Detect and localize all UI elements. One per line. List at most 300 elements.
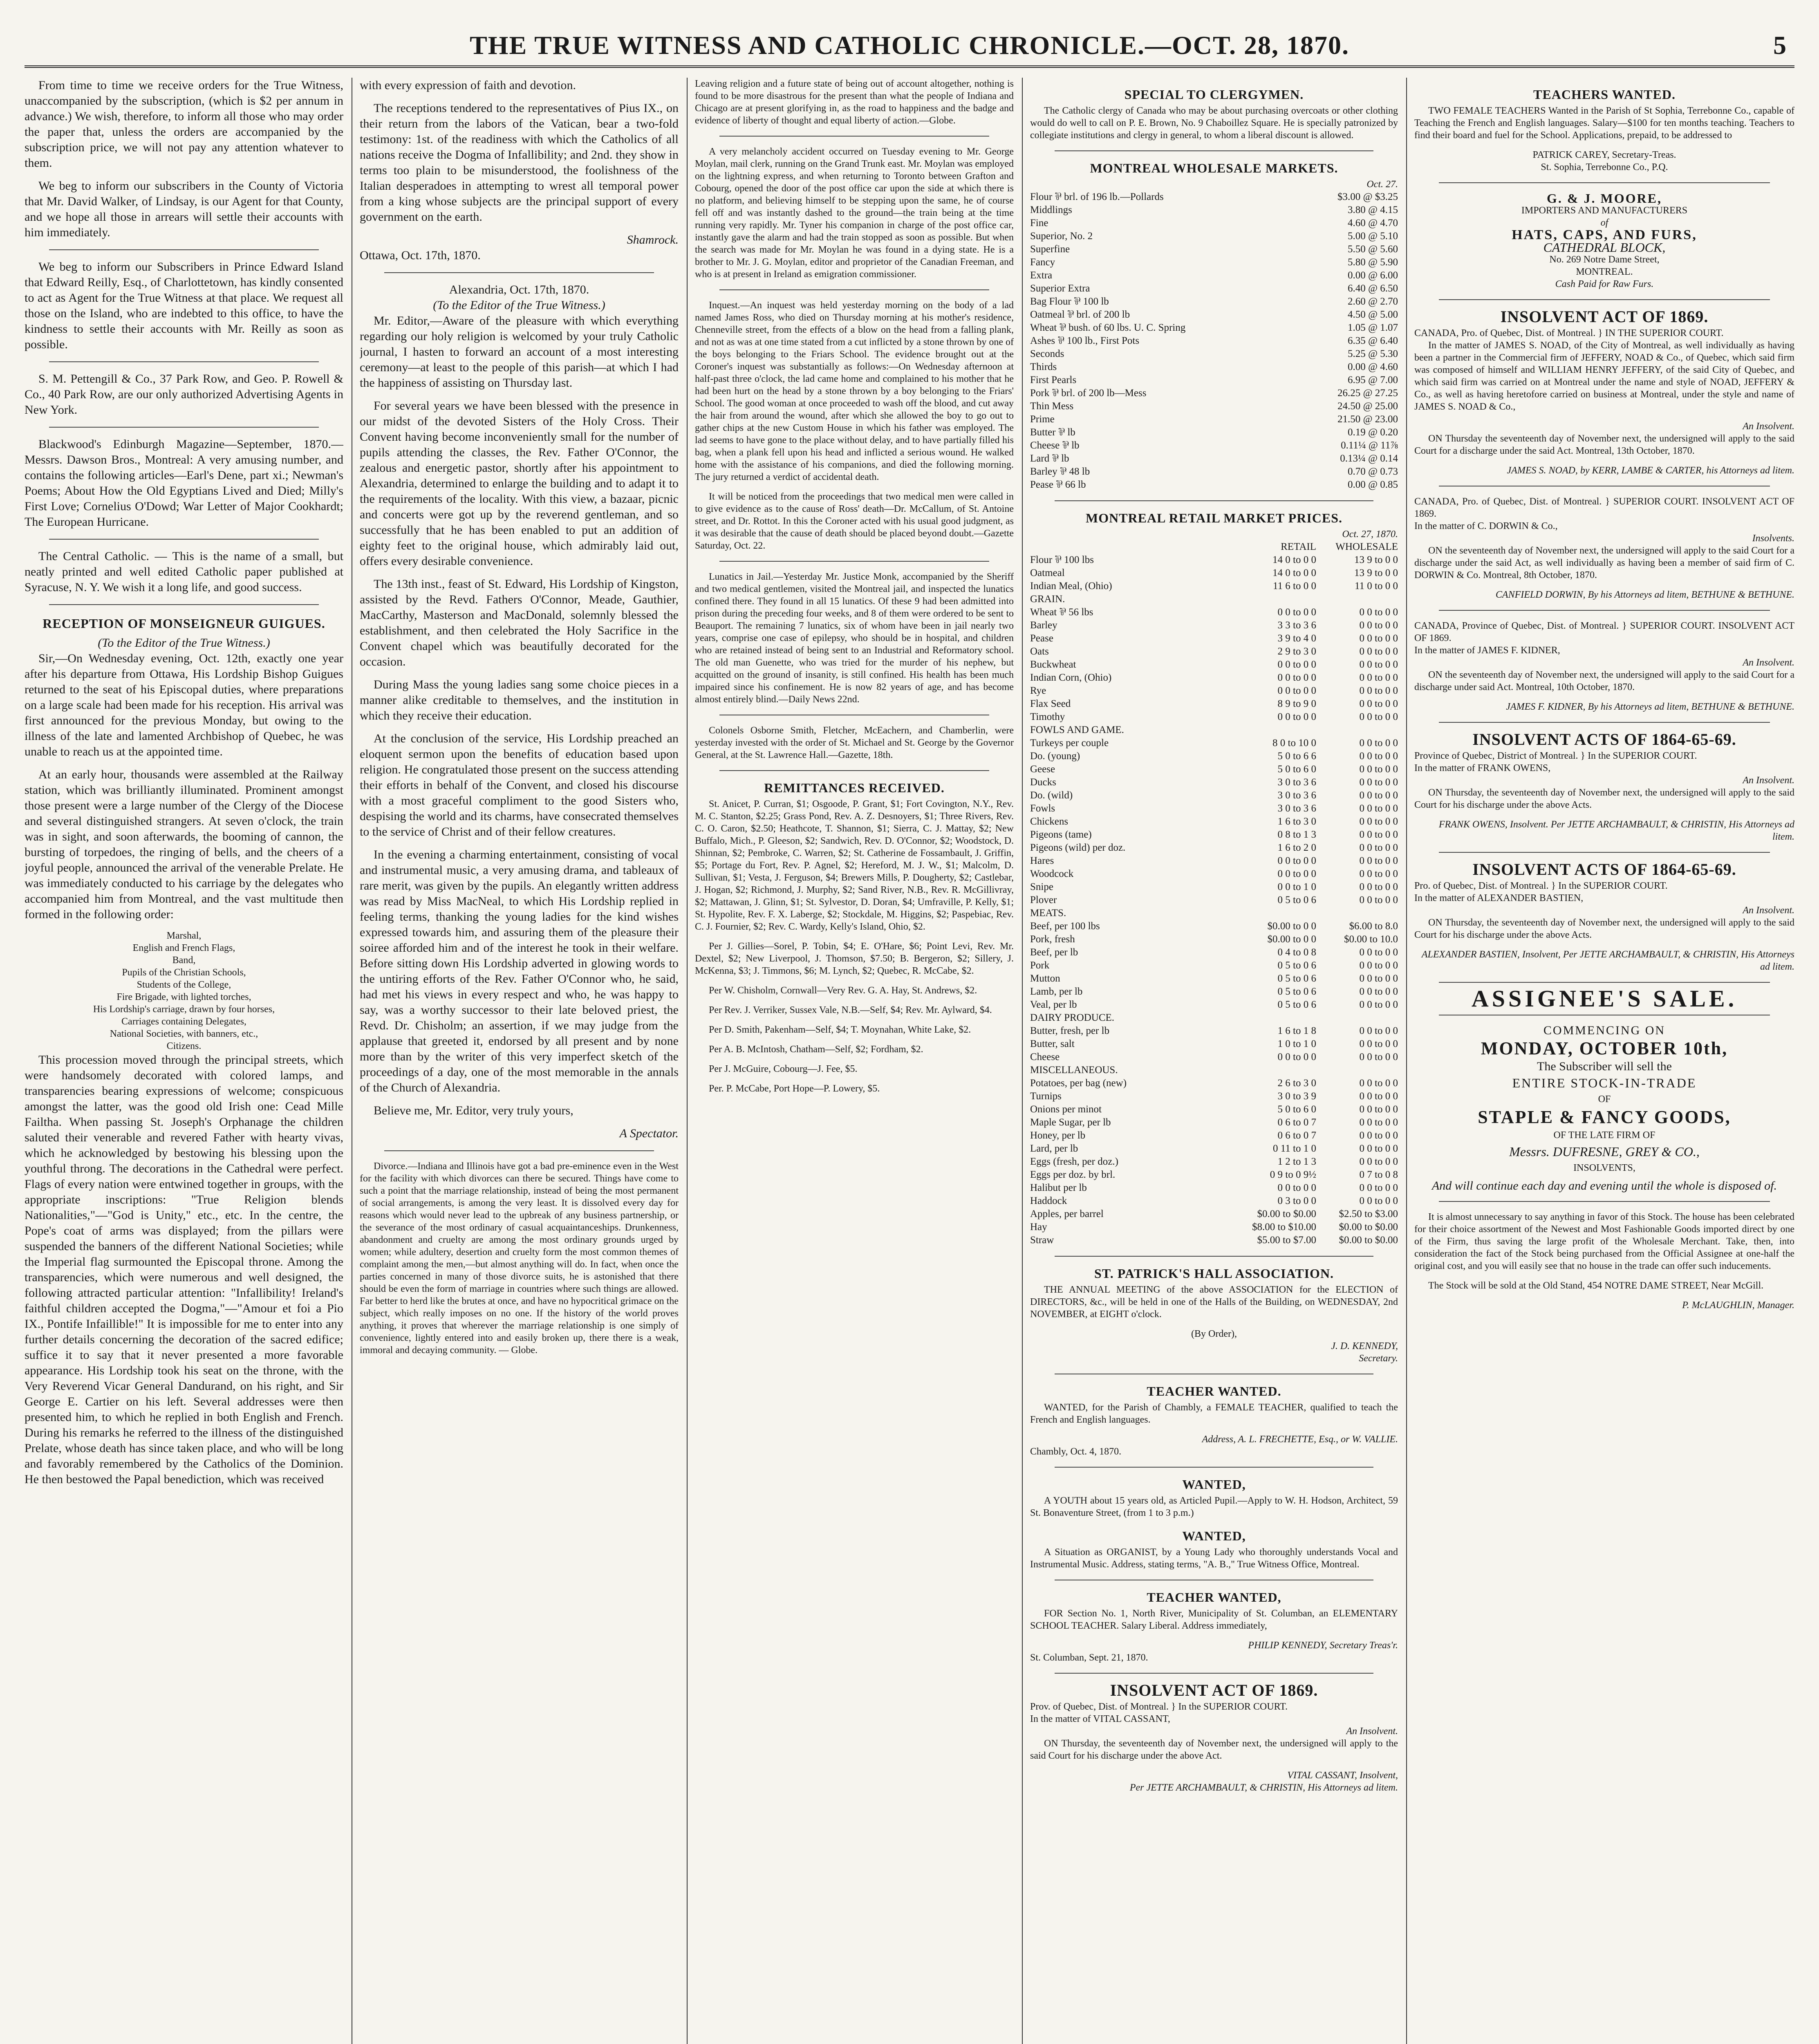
price-item: Flax Seed (1030, 698, 1071, 709)
price-value: 0 0 to 0 0 (1277, 685, 1316, 696)
inquest-article: Inquest.—An inquest was held yesterday morning on the body of a lad named James Ross, who died on Thursday morning at his mother's residence, Chenneville street, from the effects of a blow on the head from a falling plank, and not as was at one time stated from a cut inflicted by a stone thrown by one of the boys belonging to the Friars School. The evidence brought out at the Coroner's inquest was substantially as follows:—On Wednesday afternoon at half-past three o'clock, the lad came home and complained to his mother that he had been hurt on the head by a stone thrown by a boy belonging to the Friars' School. The good woman at once proceeded to wash off the blood, and cut away the hair from around the wound, after which she allowed the boy to go out to gather chips at the new Custom House in which his father was employed. The lad seems to have gone to the place without delay, and to have partially filled his bag, when a plank fell upon his head and inflicted a serious wound. He walked home with the assistance of his companions, and died the following morning. The jury returned a verdict of accidental death. (695, 300, 1014, 482)
price-value: $0.00 to 0 0 (1267, 921, 1316, 932)
column-2 (360, 78, 679, 2044)
divider (719, 770, 989, 771)
price-row (1030, 1103, 1398, 1116)
price-row (1030, 750, 1398, 763)
price-value: 0 0 to 0 0 (1277, 711, 1316, 722)
price-value: 0 0 to 0 0 (1359, 646, 1398, 657)
price-value (1234, 1011, 1316, 1024)
signature: JAMES F. KIDNER, By his Attorneys ad litem, BETHUNE & BETHUNE. (1506, 702, 1794, 712)
price-value: 5.25 @ 5.30 (1347, 348, 1398, 359)
price-item: Butter, fresh, per lb (1030, 1025, 1110, 1036)
price-item: Maple Sugar, per lb (1030, 1117, 1111, 1128)
price-value: 1 6 to 2 0 (1277, 842, 1316, 853)
alexandria-subheading: (To the Editor of the True Witness.) (433, 298, 605, 312)
price-value: 3 0 to 3 9 (1277, 1091, 1316, 1102)
price-row (1030, 295, 1398, 308)
sale-firm: Messrs. DUFRESNE, GREY & CO., (1509, 1144, 1700, 1159)
price-row (1030, 854, 1398, 867)
price-row (1030, 828, 1398, 841)
price-item: MISCELLANEOUS. (1030, 1065, 1118, 1076)
teacher-address: Address, A. L. FRECHETTE, Esq., or W. VALLIE. (1202, 1434, 1398, 1445)
price-value: 14 0 to 0 0 (1272, 567, 1316, 578)
special-heading: SPECIAL TO CLERGYMEN. (1124, 87, 1304, 102)
sale-line: COMMENCING ON (1543, 1024, 1666, 1037)
divider (1055, 1673, 1373, 1674)
price-value: 0 11 to 1 0 (1272, 1143, 1316, 1154)
price-row (1030, 374, 1398, 387)
insolvent-court: Pro. of Quebec, Dist. of Montreal. } In the SUPERIOR COURT. (1414, 881, 1668, 891)
price-item: Prime (1030, 414, 1055, 425)
price-value: 0 0 to 0 0 (1359, 633, 1398, 644)
price-value: $6.00 to 8.0 (1349, 921, 1398, 932)
price-row (1030, 658, 1398, 671)
wanted-notice: A YOUTH about 15 years old, as Articled Pupil.—Apply to W. H. Hodson, Architect, 59 St. Bonaventure Street, (from 1 to 3 p.m.) (1030, 1495, 1398, 1518)
price-value: 0 4 to 0 8 (1277, 947, 1316, 958)
price-item: Pork, fresh (1030, 934, 1075, 945)
price-item: Halibut per lb (1030, 1182, 1087, 1193)
wholesale-table (1030, 191, 1398, 491)
price-value: $5.00 to $7.00 (1257, 1235, 1316, 1246)
price-item: Middlings (1030, 204, 1072, 215)
price-value: 6.40 @ 6.50 (1347, 283, 1398, 294)
price-value: 0 0 to 0 0 (1359, 986, 1398, 997)
price-item: Onions per minot (1030, 1104, 1102, 1115)
price-value: 0 0 to 0 0 (1359, 881, 1398, 892)
insolvent-court: CANADA, Pro. of Quebec, Dist. of Montreal. } IN THE SUPERIOR COURT. (1414, 328, 1724, 338)
insolvent-heading: INSOLVENT ACTS OF 1864-65-69. (1472, 860, 1736, 879)
divider (1439, 1201, 1770, 1202)
price-value: 5.00 @ 5.10 (1347, 231, 1398, 242)
insolvent-court: CANADA, Province of Quebec, Dist. of Montreal. } SUPERIOR COURT. INSOLVENT ACT OF 1869. (1414, 621, 1794, 643)
price-item: Wheat ⅌ bush. of 60 lbs. U. C. Spring (1030, 322, 1186, 333)
price-value (1316, 1064, 1398, 1077)
remittances-list: Per W. Chisholm, Cornwall—Very Rev. G. A. Hay, St. Andrews, $2. (709, 985, 977, 996)
price-value: 0 0 to 0 0 (1359, 829, 1398, 840)
procession-item: National Societies, with banners, etc., (110, 1029, 258, 1039)
lunatics-article: Lunatics in Jail.—Yesterday Mr. Justice Monk, accompanied by the Sheriff and two medical gentlemen, visited the Montreal jail, and inspected the lunatics confined there. They found in all 15 lunatics. Of these 9 had been admitted into prison during the preceding four weeks, and 8 of them were ordered to be sent to Beauport. The remaining 7 lunatics, six of whom have been in jail nearly two years, comprise one case of epilepsy, who should be in hospital, and children who are retained instead of being sent to an Industrial and Reformatory school. The old man Guenette, who was tried for the murder of his nephew, but acquitted on the ground of insanity, is still confined. His health has been much impaired since his confinement. He is now 82 years of age, and has become almost entirely blind.—Daily News 22nd. (695, 572, 1014, 705)
reception-paragraph: The receptions tendered to the representatives of Pius IX., on their return from the labors of the Vatican, bear a two-fold testimony: 1st. of the readiness with which the Catholics of all nations receive the Dogma of Infallibility; and 2nd. they show in terms too plain to be misunderstood, the foolishness of the Italian desperadoes in attempting to wrest all temporal power from a king whose subjects are the principal support of every government on the earth. (360, 101, 679, 224)
insolvent-matter: In the matter of ALEXANDER BASTIEN, (1414, 893, 1584, 903)
price-item: Mutton (1030, 973, 1060, 984)
teachers-heading: TEACHERS WANTED. (1533, 87, 1676, 102)
price-value: $0.00 to 10.0 (1344, 934, 1398, 945)
price-value: 4.50 @ 5.00 (1347, 309, 1398, 320)
price-value: 0.11¼ @ 11⅞ (1341, 440, 1398, 451)
insolvent-heading: INSOLVENT ACT OF 1869. (1500, 307, 1709, 326)
divider (1439, 610, 1770, 611)
price-row (1030, 1208, 1398, 1221)
price-value: 1.05 @ 1.07 (1347, 322, 1398, 333)
price-item: Hay (1030, 1221, 1047, 1233)
price-value: 2.60 @ 2.70 (1347, 296, 1398, 307)
price-value: $0.00 to $0.00 (1339, 1235, 1398, 1246)
price-item: Flour ⅌ 100 lbs (1030, 554, 1094, 565)
remittances-list: Per. P. McCabe, Port Hope—P. Lowery, $5. (709, 1083, 880, 1094)
price-value: RETAIL (1281, 541, 1316, 552)
insolvent-notice: ON Thursday, the seventeenth day of November next, the undersigned will apply to the said Court for his discharge under the above Acts. (1414, 917, 1794, 940)
remittances-list: Per D. Smith, Pakenham—Self, $4; T. Moynahan, White Lake, $2. (709, 1024, 971, 1035)
price-value: 0 0 to 0 0 (1359, 751, 1398, 762)
price-value: 3 0 to 3 6 (1277, 803, 1316, 814)
notice-central-catholic: The Central Catholic. — This is the name of a small, but neatly printed and well edited Catholic paper published at Syracuse, N. Y. We wish it a long life, and good success. (25, 549, 343, 594)
price-item: Veal, per lb (1030, 999, 1077, 1010)
moore-line: CATHEDRAL BLOCK, (1543, 240, 1666, 255)
divider (1055, 1256, 1373, 1257)
price-value: 13 9 to 0 0 (1354, 567, 1398, 578)
price-item: Thirds (1030, 361, 1057, 372)
procession-item: His Lordship's carriage, drawn by four horses, (93, 1004, 275, 1015)
price-value: 0 0 to 0 0 (1359, 1104, 1398, 1115)
price-value: 0 0 to 0 0 (1277, 855, 1316, 866)
price-row (1030, 347, 1398, 361)
signature: FRANK OWENS, Insolvent. Per JETTE ARCHAMBAULT, & CHRISTIN, His Attorneys ad litem. (1438, 819, 1794, 842)
price-item: Oatmeal ⅌ brl. of 200 lb (1030, 309, 1130, 320)
alexandria-paragraph: In the evening a charming entertainment, consisting of vocal and instrumental music, a very amusing drama, and tableaux of rare merit, was given by the pupils. An elegantly written address was read by Miss MacNeal, to which His Lordship replied in feeling terms, thanking the young ladies for the kind wishes expressed towards him, and assuring them of the pleasure their soiree afforded him and of the interest he took in their welfare. Before sitting down His Lordship adverted in glowing words to the untiring efforts of the Rev. Father O'Connor who, he said, had met his views in every respect and who, he was happy to say, was a worthy successor to their late beloved priest, the Revd. Dr. Chisholm; an assertion, if we may judge from the applause that greeted it, endorsed by all present and by none more than by the writer of this very imperfect sketch of the proceedings of a day, one of the most memorable in the annals of the Church of Alexandria. (360, 848, 679, 1094)
price-item: Extra (1030, 270, 1053, 281)
price-row (1030, 1090, 1398, 1103)
divorce-article: Divorce.—Indiana and Illinois have got a bad pre-eminence even in the West for the facility with which divorces can there be secured. Things have come to such a point that the marriage relationship, instead of being the most permanent of social arrangements, is among the very least. It is dissolved every day for reasons which would never lead to the upbreak of any business partnership, or the severance of the most ordinary of casual acquaintanceships. Drunkenness, abandonment and cruelty are among the most ordinary grounds urged by women; while adultery, desertion and cruelty form the most common themes of complaint among the men,—but almost anything will do. In fact, when once the parties concerned in many of those divorce suits, he is astonished that there should be even the form of marriage in countries where such things are allowed. Far better to herd like the brutes at once, and have no hypocritical grimace on the subject, which really imposes on no one. If the history of the world proves anything, it proves that wherever the marriage relationship is one simply of convenience, lightly entered into and easily broken up, there there is a weak, immoral and decaying community. — Globe. (360, 1161, 679, 1356)
price-row (1030, 217, 1398, 230)
divider (1439, 852, 1770, 853)
price-item: Thin Mess (1030, 401, 1074, 412)
price-item: Do. (wild) (1030, 790, 1073, 801)
alexandria-paragraph: During Mass the young ladies sang some choice pieces in a manner alike creditable to themselves, and the institution in which they receive their education. (360, 678, 679, 722)
inquest-article: It will be noticed from the proceedings that two medical men were called in to give evidence as to the cause of Ross' death—Dr. McCallum, of St. Antoine street, and Dr. Rottot. In this the Coroner acted with his usual good judgment, as it was desirable that the cause of death should be placed beyond doubt.—Gazette Saturday, Oct. 22. (695, 491, 1014, 551)
accident-article: A very melancholy accident occurred on Tuesday evening to Mr. George Moylan, mail clerk, running on the Grand Trunk east. Mr. Moylan was employed on the lightning express, and when returning to Toronto between Grafton and Cobourg, opened the door of the post office car upon the side at which there is no platform, and believing himself to be stepping upon the same, he of course fell off and was instantly dashed to the ground—the train being at the time running very rapidly. Mr. Tyner his companion in charge of the post office car, instantly gave the alarm and had the train stopped as soon as possible. But when the search was made for Mr. Moylan he was found in a dying state. He is a brother to Mr. J. G. Moylan, editor and proprietor of the Canadian Freeman, and who is at present in Ireland as emigration commissioner. (695, 146, 1014, 280)
price-row (1030, 400, 1398, 413)
price-value (1316, 724, 1398, 737)
colonels-article: Colonels Osborne Smith, Fletcher, McEachern, and Chamberlin, were yesterday invested with the order of St. Michael and St. George by the Governor General, at the St. Lawrence Hall.—Gazette, 18th. (695, 725, 1014, 760)
price-row (1030, 554, 1398, 567)
divider (1055, 500, 1373, 501)
insolvent-court: Province of Quebec, District of Montreal. } In the SUPERIOR COURT. (1414, 751, 1697, 761)
price-item (1030, 540, 1234, 554)
price-item: Indian Corn, (Ohio) (1030, 672, 1112, 683)
price-item: Lamb, per lb (1030, 986, 1083, 997)
price-item: Butter, salt (1030, 1038, 1075, 1049)
price-value: 0 0 to 0 0 (1359, 1051, 1398, 1062)
wanted-heading: WANTED, (1182, 1477, 1246, 1492)
price-row (1030, 256, 1398, 269)
procession-item: Carriages containing Delegates, (121, 1016, 246, 1027)
divider (1439, 299, 1770, 300)
price-item: Oatmeal (1030, 567, 1065, 578)
price-value: 6.95 @ 7.00 (1347, 374, 1398, 385)
price-row (1030, 710, 1398, 724)
column-rule (687, 78, 688, 2044)
column-1 (25, 78, 343, 2044)
price-item: Lard ⅌ lb (1030, 453, 1069, 464)
price-row (1030, 230, 1398, 243)
price-value: 0 0 to 0 0 (1359, 999, 1398, 1010)
moore-line: MONTREAL. (1576, 267, 1633, 277)
insolvent-label: An Insolvent. (1743, 775, 1794, 786)
alexandria-paragraph: At the conclusion of the service, His Lordship preached an eloquent sermon upon the benefits of education based upon religion. He congratulated those present on the success attending their efforts in behalf of the Convent, and closed his discourse with a most graceful compliment to the good Sisters who, despising the world and its charms, have consecrated themselves to the service of Christ and of their fellow creatures. (360, 732, 679, 838)
price-value: 0 0 to 0 0 (1359, 894, 1398, 905)
price-row (1030, 894, 1398, 907)
sale-line: OF (1598, 1094, 1611, 1105)
teacher-notice: FOR Section No. 1, North River, Municipality of St. Columban, an ELEMENTARY SCHOOL TEACHER. Salary Liberal. Address immediately, (1030, 1608, 1398, 1631)
price-value: 0 0 to 0 0 (1359, 1130, 1398, 1141)
price-value: 0 0 to 0 0 (1359, 672, 1398, 683)
price-row (1030, 763, 1398, 776)
reception-paragraph: Sir,—On Wednesday evening, Oct. 12th, exactly one year after his departure from Ottawa, His Lordship Bishop Guigues returned to the seat of his Episcopal duties, where preparations on a large scale had been made for his reception. His arrival was first announced for the previous Monday, but owing to the illness of the late and lamented Archbishop of Quebec, he was unable to reach us at the appointed time. (25, 652, 343, 758)
teachers-notice: TWO FEMALE TEACHERS Wanted in the Parish of St Sophia, Terrebonne Co., capable of Teaching the French and English languages. Salary—$100 for ten months teaching. Teachers to find their board and fuel for the School. Applications, prepaid, to be addressed to (1414, 105, 1794, 141)
price-value (1316, 907, 1398, 920)
price-item: Cheese ⅌ lb (1030, 440, 1080, 451)
procession-item: Citizens. (166, 1041, 202, 1051)
price-value: 11 6 to 0 0 (1272, 580, 1316, 592)
price-row (1030, 1011, 1398, 1024)
price-value (1316, 1011, 1398, 1024)
price-item: Potatoes, per bag (new) (1030, 1078, 1127, 1089)
moore-line: of (1600, 217, 1608, 228)
price-value: 0 0 to 0 0 (1359, 973, 1398, 984)
price-value: 5 0 to 6 0 (1277, 764, 1316, 775)
price-value: 0 0 to 0 0 (1359, 1091, 1398, 1102)
price-item: Indian Meal, (Ohio) (1030, 580, 1112, 592)
price-value: 0 0 to 0 0 (1277, 659, 1316, 670)
wholesale-date: Oct. 27. (1366, 179, 1398, 190)
alexandria-closing: Believe me, Mr. Editor, very truly yours, (374, 1104, 573, 1117)
price-value: 3 0 to 3 6 (1277, 777, 1316, 788)
wanted-notice: A Situation as ORGANIST, by a Young Lady who thoroughly understands Vocal and Instrumental Music. Address, stating terms, "A. B.," True Witness Office, Montreal. (1030, 1547, 1398, 1570)
price-row (1030, 426, 1398, 439)
price-value: 5 0 to 6 6 (1277, 751, 1316, 762)
price-value: 0.19 @ 0.20 (1347, 427, 1398, 438)
signature: St. Sophia, Terrebonne Co., P.Q. (1541, 162, 1668, 173)
insolvent-heading: INSOLVENT ACTS OF 1864-65-69. (1472, 730, 1736, 749)
price-value: 0 3 to 0 0 (1277, 1195, 1316, 1206)
assignee-heading: ASSIGNEE'S SALE. (1471, 985, 1738, 1012)
price-item: Haddock (1030, 1195, 1067, 1206)
price-item: Chickens (1030, 816, 1069, 827)
price-row (1030, 282, 1398, 295)
signature: A Spectator. (619, 1127, 679, 1140)
price-item: GRAIN. (1030, 594, 1065, 605)
alexandria-paragraph: The 13th inst., feast of St. Edward, His Lordship of Kingston, assisted by the Revd. Fathers O'Connor, Meade, Gauthier, MacCarthy, Masterson and MacDonald, solemnly blessed the establishment, and then celebrated the Holy Sacrifice in the Convent chapel which was beautifully decorated for the occasion. (360, 577, 679, 668)
price-item: Buckwheat (1030, 659, 1076, 670)
notice-subscription: From time to time we receive orders for the True Witness, unaccompanied by the subscription, (which is $2 per annum in advance.) We wish, therefore, to inform all those who may order the paper that, unless the orders are accompanied by the subscription price, we will not pay any attention whatever to them. (25, 78, 343, 170)
price-item: Pigeons (wild) per doz. (1030, 842, 1126, 853)
price-item: Beef, per lb (1030, 947, 1078, 958)
price-row (1030, 972, 1398, 985)
price-row (1030, 1051, 1398, 1064)
stpatrick-order: (By Order), (1191, 1329, 1237, 1339)
remittances-heading: REMITTANCES RECEIVED. (764, 780, 945, 795)
insolvent-notice: ON the seventeenth day of November next, the undersigned will apply to the said Court for a discharge under said Act. Montreal, 10th October, 1870. (1414, 670, 1794, 693)
price-value: $0.00 to $0.00 (1339, 1221, 1398, 1233)
price-item: Plover (1030, 894, 1057, 905)
price-value: 0 6 to 0 7 (1277, 1117, 1316, 1128)
special-notice: The Catholic clergy of Canada who may be about purchasing overcoats or other clothing would do well to call on P. E. Brown, No. 9 Chaboillez Square. He is specially patronized by collegiate institutions and clergy in general, to whom a liberal discount is allowed. (1030, 105, 1398, 141)
price-row (1030, 619, 1398, 632)
price-row (1030, 1181, 1398, 1195)
divider (719, 289, 989, 290)
sale-line: ENTIRE STOCK-IN-TRADE (1512, 1076, 1697, 1090)
insolvent-label: Insolvents. (1752, 533, 1794, 544)
alexandria-paragraph: Mr. Editor,—Aware of the pleasure with which everything regarding our holy religion is welcomed by your truly Catholic journal, I hasten to forward an account of a most interesting ceremony—at least to the people of this parish—at which I had the happiness of assisting on Thursday last. (360, 314, 679, 390)
price-value: 2 9 to 3 0 (1277, 646, 1316, 657)
price-item: Barley (1030, 620, 1057, 631)
masthead-title: THE TRUE WITNESS AND CATHOLIC CHRONICLE.—OCT. 28, 1870. (470, 31, 1349, 60)
price-row (1030, 1116, 1398, 1129)
price-item: Pork (1030, 960, 1050, 971)
price-value: 0 0 to 0 0 (1359, 659, 1398, 670)
stpatrick-notice: THE ANNUAL MEETING of the above ASSOCIATION for the ELECTION of DIRECTORS, &c., will be held in one of the Halls of the Building, on WEDNESDAY, 2nd NOVEMBER, at EIGHT o'clock. (1030, 1284, 1398, 1320)
divider (1055, 150, 1373, 151)
price-value: 21.50 @ 23.00 (1337, 414, 1398, 425)
price-value: 3 0 to 3 6 (1277, 790, 1316, 801)
column-5 (1414, 78, 1794, 2044)
price-item: MEATS. (1030, 908, 1066, 919)
price-row (1030, 907, 1398, 920)
price-value: 1 6 to 3 0 (1277, 816, 1316, 827)
price-value: 0 0 to 0 0 (1359, 1078, 1398, 1089)
price-item: Apples, per barrel (1030, 1208, 1104, 1219)
price-item: Ducks (1030, 777, 1056, 788)
sale-goods: STAPLE & FANCY GOODS, (1478, 1107, 1731, 1127)
signature: ALEXANDER BASTIEN, Insolvent, Per JETTE ARCHAMBAULT, & CHRISTIN, His Attorneys ad litem. (1421, 949, 1794, 972)
price-row (1030, 697, 1398, 710)
price-value: 1 0 to 1 0 (1277, 1038, 1316, 1049)
sale-line: INSOLVENTS, (1573, 1163, 1635, 1173)
price-item: Oats (1030, 646, 1049, 657)
price-value (1234, 724, 1316, 737)
procession-item: Fire Brigade, with lighted torches, (116, 992, 251, 1002)
column-rule (1406, 78, 1407, 2044)
price-item: Straw (1030, 1235, 1054, 1246)
price-item: Pork ⅌ brl. of 200 lb—Mess (1030, 388, 1147, 399)
price-value: 0.70 @ 0.73 (1347, 466, 1398, 477)
price-row (1030, 841, 1398, 854)
retail-date: Oct. 27, 1870. (1342, 529, 1398, 540)
price-value: 0 0 to 0 0 (1359, 790, 1398, 801)
price-value (1234, 907, 1316, 920)
remittances-list: Per A. B. McIntosh, Chatham—Self, $2; Fordham, $2. (709, 1044, 923, 1055)
price-value: 0 0 to 0 0 (1359, 1117, 1398, 1128)
price-value: 0 0 to 1 0 (1277, 881, 1316, 892)
price-item: Superfine (1030, 244, 1070, 255)
price-value: 0 0 to 0 0 (1359, 698, 1398, 709)
procession-list (25, 930, 343, 1052)
signature: PATRICK CAREY, Secretary-Treas. (1532, 150, 1676, 160)
notice-pei: We beg to inform our Subscribers in Prince Edward Island that Edward Reilly, Esq., of Charlottetown, has kindly consented to act as Agent for the True Witness at that place. We request all those on the Island, who are indebted to this office, to have the kindness to settle their accounts with Mr. Reilly as soon as possible. (25, 260, 343, 351)
divider (1439, 722, 1770, 723)
price-item: Timothy (1030, 711, 1065, 722)
remittances-list: St. Anicet, P. Curran, $1; Osgoode, P. Grant, $1; Fort Covington, N.Y., Rev. M. C. Stanton, $2.25; Grass Pond, Rev. A. Z. Desnoyers, $1; Three Rivers, Rev. C. O. Caron, $2.50; Heathcote, T. Shannon, $1; Sierra, C. J. Mattay, $2; New Buffalo, Mich., P. Gleeson, $2; Sandwich, Rev. D. O'Connor, $2; Woodstock, D. Shinnan, $2; Pembroke, C. Warren, $2; St. Catherine de Fossambault, J. Griffin, $5; Portage du Fort, Rev. P. Agnel, $2; Hereford, M. J. W., $1; Malcolm, D. Sullivan, $1; Vesta, J. Ferguson, $4; Brewers Mills, P. Dougherty, $2; Castlebar, J. Hogan, $2; Richmond, J. Murphy, $2; Sand River, N.B., Rev. R. McGillivray, $2; Mattawan, J. Glinn, $1; St. Sylvestor, D. Doran, $4; Umfraville, P. Kelly, $1; St. Hypolite, Rev. F. X. Laberge, $2; Stockdale, M. Higgins, $2; Paspebiac, Rev. C. J. Fournier, $2; Rev. C. Wardy, Kelly's Island, Ohio, $2. (695, 799, 1014, 932)
price-value: 0 0 to 0 0 (1359, 1038, 1398, 1049)
price-item: Superior Extra (1030, 283, 1090, 294)
price-value (1234, 1064, 1316, 1077)
price-value: 0 0 to 0 0 (1359, 777, 1398, 788)
price-value: 4.60 @ 4.70 (1347, 217, 1398, 229)
price-value: 6.35 @ 6.40 (1347, 335, 1398, 346)
moore-line: No. 269 Notre Dame Street, (1549, 254, 1660, 265)
reception-continued: with every expression of faith and devotion. (360, 78, 576, 92)
price-item: First Pearls (1030, 374, 1077, 385)
signature: J. D. KENNEDY, (1331, 1341, 1398, 1351)
price-row (1030, 998, 1398, 1011)
price-row (1030, 1195, 1398, 1208)
price-item: Bag Flour ⅌ 100 lb (1030, 296, 1109, 307)
notice-agents: S. M. Pettengill & Co., 37 Park Row, and Geo. P. Rowell & Co., 40 Park Row, are our only authorized Advertising Agents in New York. (25, 372, 343, 417)
signature: VITAL CASSANT, Insolvent, (1287, 1770, 1398, 1781)
retail-heading: MONTREAL RETAIL MARKET PRICES. (1085, 511, 1343, 525)
insolvent-heading: INSOLVENT ACT OF 1869. (1110, 1681, 1318, 1699)
price-row (1030, 789, 1398, 802)
divider (49, 249, 319, 250)
insolvent-matter: In the matter of JAMES F. KIDNER, (1414, 645, 1560, 656)
price-row (1030, 737, 1398, 750)
divider (49, 539, 319, 540)
price-item: Fowls (1030, 803, 1055, 814)
price-item: Superior, No. 2 (1030, 231, 1093, 242)
price-item: Rye (1030, 685, 1046, 696)
price-value: 0 0 to 0 0 (1359, 816, 1398, 827)
price-row (1030, 1155, 1398, 1168)
price-item: Flour ⅌ brl. of 196 lb.—Pollards (1030, 191, 1164, 202)
price-item: Butter ⅌ lb (1030, 427, 1075, 438)
price-item: Turnips (1030, 1091, 1062, 1102)
procession-item: Band, (172, 955, 196, 966)
price-row (1030, 724, 1398, 737)
price-row (1030, 632, 1398, 645)
teacher-notice: WANTED, for the Parish of Chambly, a FEMALE TEACHER, qualified to teach the French and English languages. (1030, 1402, 1398, 1425)
price-value: 0 0 to 0 0 (1359, 1143, 1398, 1154)
price-value: $3.00 @ $3.25 (1337, 191, 1398, 202)
sale-address: The Stock will be sold at the Old Stand, 454 NOTRE DAME STREET, Near McGill. (1428, 1280, 1764, 1291)
price-row (1030, 1038, 1398, 1051)
price-value: 24.50 @ 25.00 (1337, 401, 1398, 412)
price-value: 5 0 to 6 0 (1277, 1104, 1316, 1115)
price-item: Barley ⅌ 48 lb (1030, 466, 1090, 477)
teacher-heading: TEACHER WANTED. (1147, 1384, 1281, 1399)
retail-table (1030, 540, 1398, 1247)
moore-line: HATS, CAPS, AND FURS, (1512, 227, 1697, 242)
price-value: 1 6 to 1 8 (1277, 1025, 1316, 1036)
signature: P. McLAUGHLIN, Manager. (1682, 1300, 1794, 1311)
divider (384, 1150, 654, 1151)
price-value: 0 5 to 0 6 (1277, 986, 1316, 997)
price-item: Snipe (1030, 881, 1053, 892)
price-value: 0 0 to 0 0 (1359, 1182, 1398, 1193)
price-row (1030, 933, 1398, 946)
moore-name: G. & J. MOORE, (1547, 191, 1662, 206)
notice-blackwood: Blackwood's Edinburgh Magazine—September, 1870.—Messrs. Dawson Bros., Montreal: A very amusing number, and contains the following articles—Earl's Dene, part xi.; Newman's Poems; About How the Old Egyptians Lived and Died; Milly's First Love; Cornelius O'Dowd; War Letter of Major Cookhardt; The European Hurricane. (25, 437, 343, 529)
price-value: 0 5 to 0 6 (1277, 999, 1316, 1010)
price-value: 26.25 @ 27.25 (1337, 388, 1398, 399)
price-item: Turkeys per couple (1030, 737, 1109, 749)
signature: CANFIELD DORWIN, By his Attorneys ad litem, BETHUNE & BETHUNE. (1495, 589, 1794, 600)
procession-item: Students of the College, (137, 979, 231, 990)
price-item: Pigeons (tame) (1030, 829, 1092, 840)
reception-heading: RECEPTION OF MONSEIGNEUR GUIGUES. (43, 616, 325, 631)
price-value: 0 0 to 0 0 (1277, 607, 1316, 618)
price-row (1030, 606, 1398, 619)
price-row (1030, 452, 1398, 465)
price-item: FOWLS AND GAME. (1030, 724, 1124, 735)
price-item: Do. (young) (1030, 751, 1080, 762)
signature: Secretary. (1359, 1353, 1398, 1364)
notice-victoria: We beg to inform our subscribers in the County of Victoria that Mr. David Walker, of Lindsay, is our Agent for that County, and we hope all those in arrears will settle their accounts with him immediately. (25, 179, 343, 239)
price-row (1030, 946, 1398, 959)
price-item: Eggs (fresh, per doz.) (1030, 1156, 1118, 1167)
insolvent-court: Prov. of Quebec, Dist. of Montreal. } In the SUPERIOR COURT. (1030, 1701, 1288, 1712)
divider (49, 427, 319, 428)
